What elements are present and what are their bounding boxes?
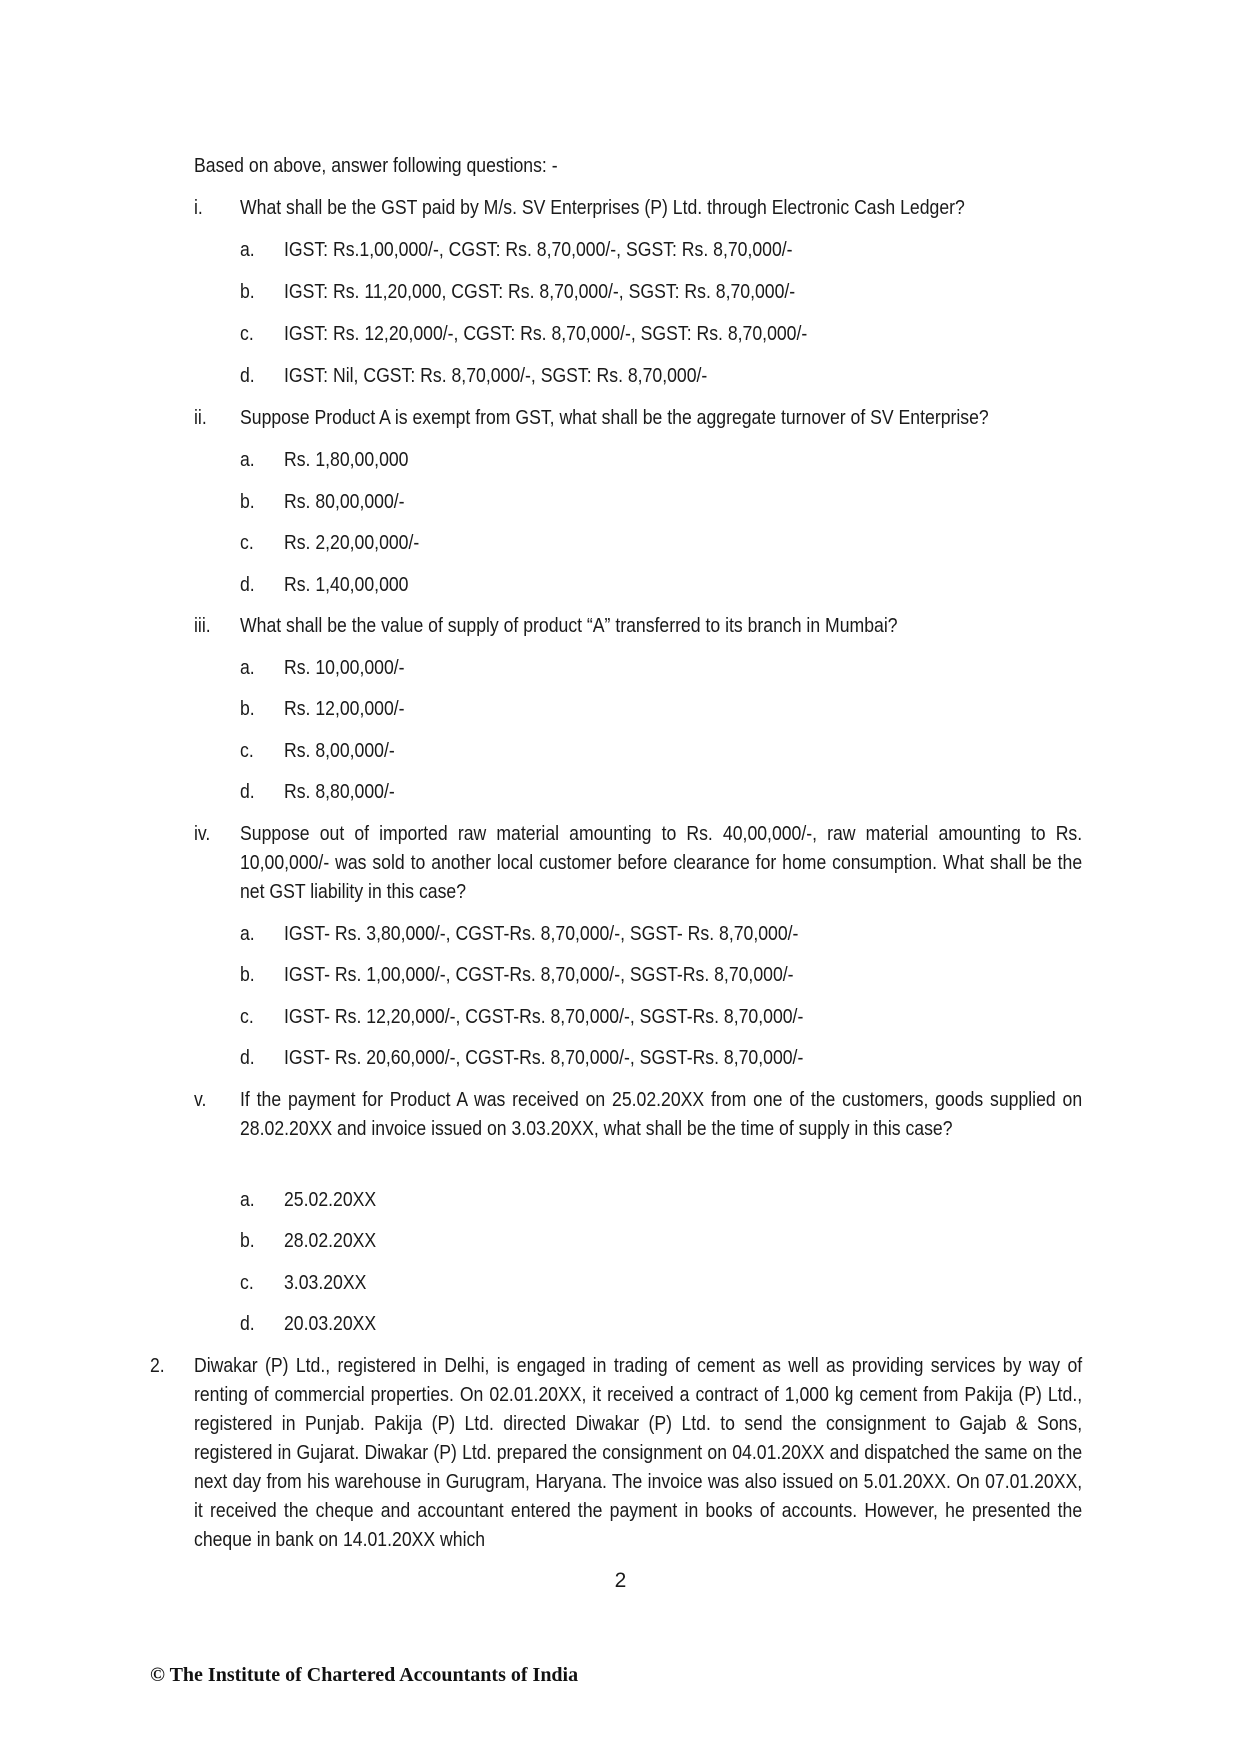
option-text: Rs. 2,20,00,000/-: [284, 531, 420, 554]
option-label: a.: [240, 448, 255, 471]
option-label: a.: [240, 1188, 255, 1211]
option-text: IGST: Nil, CGST: Rs. 8,70,000/-, SGST: Rs. 8,70,000/-: [284, 364, 708, 387]
option-text: Rs. 80,00,000/-: [284, 490, 405, 513]
question-text-body: Suppose out of imported raw material amounting to Rs. 40,00,000/-, raw material amounting to Rs. 10,00,000/- was sold to another local customer before clearance for home consumption. What shall be the net GST liability in this case?: [240, 822, 1083, 903]
option-label: c.: [240, 1005, 254, 1028]
option-label: d.: [240, 1046, 255, 1069]
option-label: d.: [240, 780, 255, 803]
question-number: iv.: [194, 822, 211, 845]
question-text-body: If the payment for Product A was received on 25.02.20XX from one of the customers, goods supplied on 28.02.20XX and invoice issued on 3.03.20XX, what shall be the time of supply in this case?: [240, 1088, 1083, 1140]
option-text: IGST: Rs. 12,20,000/-, CGST: Rs. 8,70,000/-, SGST: Rs. 8,70,000/-: [284, 322, 808, 345]
option-text: Rs. 1,80,00,000: [284, 448, 409, 471]
option-label: d.: [240, 573, 255, 596]
option-label: c.: [240, 322, 254, 345]
option-label: d.: [240, 364, 255, 387]
question-number: 2.: [150, 1354, 165, 1377]
question-number: ii.: [194, 406, 207, 429]
question-number: iii.: [194, 614, 211, 637]
option-label: b.: [240, 490, 255, 513]
page-number: 2: [614, 1569, 627, 1592]
option-label: b.: [240, 280, 255, 303]
option-label: b.: [240, 1229, 255, 1252]
option-label: a.: [240, 238, 255, 261]
option-label: c.: [240, 739, 254, 762]
option-text: IGST: Rs. 11,20,000, CGST: Rs. 8,70,000/-, SGST: Rs. 8,70,000/-: [284, 280, 796, 303]
option-label: a.: [240, 656, 255, 679]
option-label: d.: [240, 1312, 255, 1335]
option-label: b.: [240, 963, 255, 986]
option-label: c.: [240, 531, 254, 554]
option-label: b.: [240, 697, 255, 720]
question-2-text: [194, 1351, 1082, 1554]
option-text: 28.02.20XX: [284, 1229, 377, 1252]
option-text: Rs. 8,80,000/-: [284, 780, 395, 803]
option-text: Rs. 10,00,000/-: [284, 656, 405, 679]
question-text: [240, 1085, 1082, 1143]
option-text: Rs. 12,00,000/-: [284, 697, 405, 720]
option-text: IGST- Rs. 12,20,000/-, CGST-Rs. 8,70,000/-, SGST-Rs. 8,70,000/-: [284, 1005, 804, 1028]
option-label: a.: [240, 922, 255, 945]
question-number: i.: [194, 196, 203, 219]
option-text: Rs. 1,40,00,000: [284, 573, 409, 596]
question-text: Suppose Product A is exempt from GST, what shall be the aggregate turnover of SV Enterprise?: [240, 406, 989, 429]
option-text: Rs. 8,00,000/-: [284, 739, 395, 762]
option-text: 20.03.20XX: [284, 1312, 377, 1335]
option-text: IGST- Rs. 1,00,000/-, CGST-Rs. 8,70,000/-, SGST-Rs. 8,70,000/-: [284, 963, 794, 986]
question-2-text-body: Diwakar (P) Ltd., registered in Delhi, is engaged in trading of cement as well as providing services by way of renting of commercial properties. On 02.01.20XX, it received a contract of 1,000 kg cement from Pakija (P) Ltd., registered in Punjab. Pakija (P) Ltd. directed Diwakar (P) Ltd. to send the consignment to Gajab & Sons, registered in Gujarat. Diwakar (P) Ltd. prepared the consignment on 04.01.20XX and dispatched the same on the next day from his warehouse in Gurugram, Haryana. The invoice was also issued on 5.01.20XX. On 07.01.20XX, it received the cheque and accountant entered the payment in books of accounts. However, he presented the cheque in bank on 14.01.20XX which: [194, 1354, 1083, 1551]
option-text: IGST- Rs. 20,60,000/-, CGST-Rs. 8,70,000/-, SGST-Rs. 8,70,000/-: [284, 1046, 804, 1069]
question-text: What shall be the value of supply of product “A” transferred to its branch in Mumbai?: [240, 614, 898, 637]
footer-copyright: © The Institute of Chartered Accountants of India: [150, 1664, 579, 1686]
option-text: 3.03.20XX: [284, 1271, 367, 1294]
question-number: v.: [194, 1088, 207, 1111]
option-text: IGST- Rs. 3,80,000/-, CGST-Rs. 8,70,000/-, SGST- Rs. 8,70,000/-: [284, 922, 799, 945]
option-text: IGST: Rs.1,00,000/-, CGST: Rs. 8,70,000/-, SGST: Rs. 8,70,000/-: [284, 238, 793, 261]
question-text: What shall be the GST paid by M/s. SV Enterprises (P) Ltd. through Electronic Cash Ledger?: [240, 196, 965, 219]
intro-text: Based on above, answer following questions: -: [194, 154, 558, 177]
option-label: c.: [240, 1271, 254, 1294]
option-text: 25.02.20XX: [284, 1188, 377, 1211]
question-text: [240, 819, 1082, 906]
